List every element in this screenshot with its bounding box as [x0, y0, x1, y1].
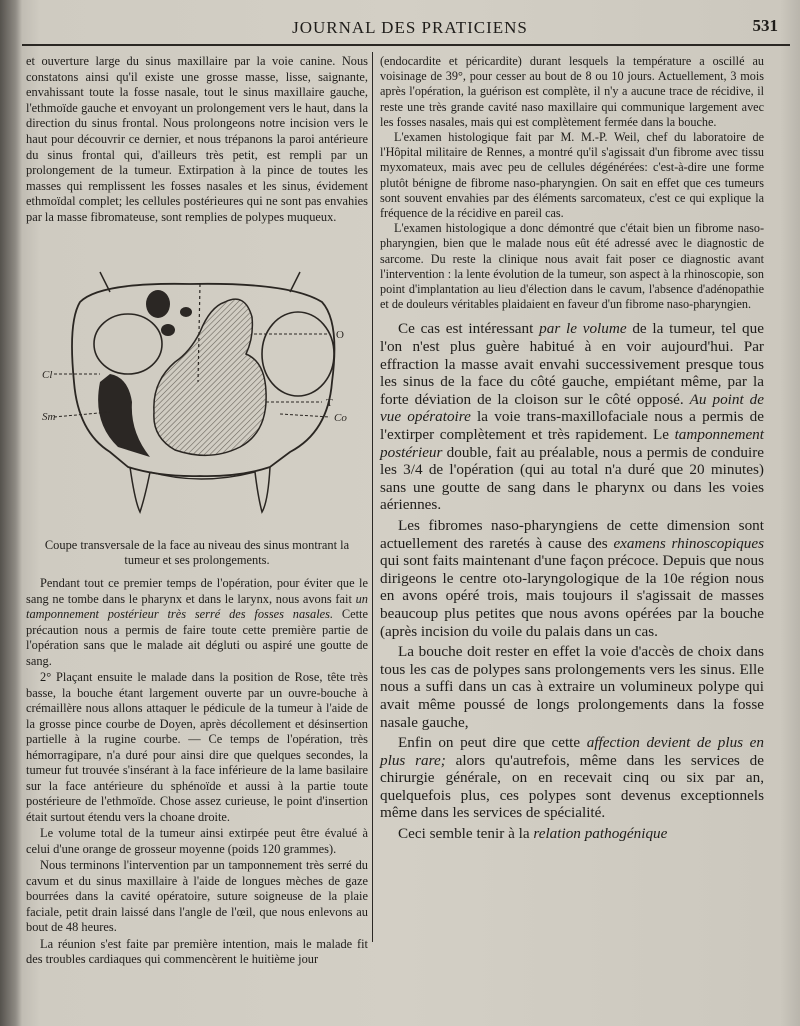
- page-number: 531: [752, 16, 778, 35]
- column-divider: [372, 52, 373, 942]
- italic-run: examens rhinoscopiques: [613, 534, 764, 552]
- book-gutter-shadow: [0, 0, 22, 1026]
- italic-run: tamponnement postérieur: [380, 426, 764, 461]
- italic-run: un tamponnement postérieur très serré des fosses nasales.: [26, 591, 368, 621]
- header-rule: [22, 44, 790, 46]
- paragraph: L'examen histologique fait par M. M.-P. Weil, chef du laboratoire de l'Hôpital militaire de Rennes, a montré qu'il s'agissait d'un fibrome avec tissu myxomateux, mais avec peu de cellules dégénérées: c'est-à-dire une forme plutôt bénigne de fibrome naso-pharyngien. On sait en effet que ces tumeurs sont souvent envahies par des éléments sarcomateux, c'est ce qui explique la fréquence de la récidive en pareil cas.: [380, 130, 764, 221]
- paragraph: (endocardite et péricardite) durant lesquels la température a oscillé au voisinage de 39°, pour cesser au bout de 8 ou 10 jours. Actuellement, 3 mois après l'opération, la guérison est complète, il n'y a aucune trace de récidive, il reste une très grande cavité naso maxillaire qui communique largement avec les fosses nasales, mais qui est complètement fermée dans la bouche.: [380, 54, 764, 129]
- paragraph: et ouverture large du sinus maxillaire par la voie canine. Nous constatons ainsi qu'il existe une grosse masse, lisse, saignante, envahissant toute la fosse nasale, tout le sinus maxillaire gauche, l'ethmoïde gauche et envoyant un prolongement vers le haut, dans la direction du sinus frontal. Nous prolongeons notre incision vers le haut pour découvrir ce dernier, et nous trépanons la paroi antérieure du sinus frontal qui, d'ailleurs très petit, est rempli par un prolongement de la tumeur. Extirpation à la pince de toutes les masses qui remplissent les fosses nasales et les sinus, évidement ethmoïdal complet; les cellules postérieures qui ne sont pas envahies par la masse fibromateuse, sont remplies de polypes muqueux.: [26, 54, 368, 224]
- paragraph: Le volume total de la tumeur ainsi extirpée peut être évalué à celui d'une orange de grosseur moyenne (poids 120 grammes).: [26, 826, 368, 856]
- paragraph: [380, 320, 764, 514]
- right-column: [380, 54, 764, 846]
- label-cl: Cl: [42, 369, 53, 381]
- text-run: Les fibromes naso-pharyngiens de cette dimension sont actuellement des raretés à cause des: [380, 516, 764, 552]
- text-run: la voie trans-maxillofaciale nous a permis de l'extirper complètement et très rapidement. Le: [380, 408, 764, 444]
- italic-run: Au point de vue opératoire: [380, 390, 764, 426]
- anatomical-figure: [40, 262, 360, 524]
- text-run: de la tumeur, tel que l'on n'est plus guère habitué à en voir aujourd'hui. Par effraction la masse avait envahi successivement presque tous les sinus de la face du côté gauche, empiétant même, par la forte déviation de la cloison sur le côté opposé.: [380, 320, 764, 408]
- text-run: Enfin on peut dire que cette: [398, 734, 587, 752]
- text-run: Ce cas est intéressant: [398, 320, 540, 338]
- paragraph: [380, 734, 764, 822]
- text-run: Pendant tout ce premier temps de l'opération, pour éviter que le sang ne tombe dans le pharynx et dans le larynx, nous avons fait: [26, 576, 368, 606]
- text-run: alors qu'autrefois, même dans les services de chirurgie générale, on en recevait cinq ou six par an, quelquefois plus, ces polypes sont devenus exceptionnels même dans les services de spécialité.: [380, 751, 764, 822]
- figure-caption: Coupe transversale de la face au niveau des sinus montrant la tumeur et ses prolongements.: [44, 538, 350, 568]
- left-column-lower: [26, 576, 368, 969]
- small-print-section: [380, 54, 764, 312]
- page-header: [30, 14, 790, 42]
- italic-run: relation pathogénique: [533, 825, 668, 843]
- paragraph: Nous terminons l'intervention par un tamponnement très serré du cavum et du sinus maxillaire à l'aide de longues mèches de gaze bourrées dans la cavité opératoire, suture soigneuse de la plaie faciale, petit drain laissé dans l'angle de l'œil, que nous enlevons au bout de 48 heures.: [26, 858, 368, 934]
- label-co: Co: [334, 412, 347, 424]
- italic-run: affection devient de plus en plus rare;: [380, 734, 765, 769]
- paragraph: 2° Plaçant ensuite le malade dans la position de Rose, tête très basse, la bouche étant largement ouverte par un ouvre-bouche à crémaillère nous allons attaquer le pédicule de la tumeur à l'aide de la grosse pince courbe de Doyen, après décollement et désinsertion partielle à la rugine courbe. — Ce temps de l'opération, très hémorragipare, n'a duré pour ainsi dire que quelques secondes, la tumeur fut trouvée s'insérant à la face inférieure de la lame basilaire sur la face antérieure du sphénoïde et aussi à la partie toute postérieure de l'ethmoïde. Chose assez curieuse, le point d'insertion était surtout étendu vers la choane droite.: [26, 670, 368, 824]
- paragraph: L'examen histologique a donc démontré que c'était bien un fibrome naso-pharyngien, bien que le malade nous eût été adressé avec le diagnostic de sarcome. Du reste la clinique nous avait fait poser ce diagnostic avant l'intervention : la lente évolution de la tumeur, son aspect à la rhinoscopie, son point d'implantation au lieu d'élection dans le cavum, l'absence d'adénopathie et de douleurs véritables plaidaient en faveur d'un fibrome naso-pharyngien.: [380, 221, 764, 312]
- paragraph: La bouche doit rester en effet la voie d'accès de choix dans tous les cas de polypes sans prolongements vers les sinus. Elle nous a suffi dans un cas à extraire un volumineux polype qui avait même poussé de longs prolongements dans la fosse nasale gauche,: [380, 643, 764, 731]
- text-run: Cette précaution nous a permis de faire toute cette première partie de l'opération sans que le malade ait dégluti ou aspiré une goutte de sang.: [26, 607, 368, 668]
- paragraph: La réunion s'est faite par première intention, mais le malade fit des troubles cardiaques qui commencèrent le huitième jour: [26, 936, 368, 966]
- paragraph: [380, 825, 764, 843]
- sinus-cross-section-drawing: [40, 262, 360, 524]
- italic-run: par le volume: [539, 320, 627, 338]
- paragraph: [26, 576, 368, 669]
- label-sm: Sm: [42, 411, 56, 423]
- text-run: double, fait au préalable, nous a permis de conduire les 3/4 de l'opération (qui au total n'a duré que 20 minutes) sans une goutte de sang dans le pharynx ou dans les voies aériennes.: [380, 443, 764, 514]
- text-run: qui sont faits maintenant d'une façon précoce. Depuis que nous dirigeons le centre oto-laryngologique de la 10e région nous en avons opéré trois, mais toujours il s'agissait de masses beaucoup plus petites que nous avons opérées par la bouche (après incision du voile du palais dans un cas.: [380, 552, 764, 640]
- text-run: Ceci semble tenir à la: [398, 825, 534, 843]
- label-o: O: [336, 329, 344, 341]
- label-t: T: [326, 397, 333, 409]
- left-column-top: [26, 54, 368, 227]
- large-print-section: [380, 320, 764, 842]
- journal-title: JOURNAL DES PRATICIENS: [292, 18, 528, 37]
- paragraph: [380, 517, 764, 640]
